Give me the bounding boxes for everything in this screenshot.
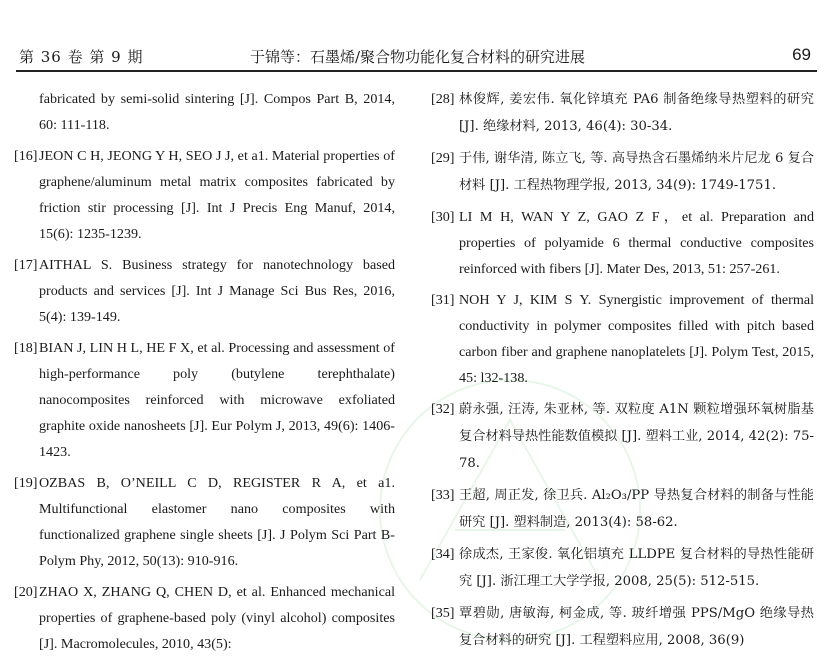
reference-text: 于伟, 谢华清, 陈立飞, 等. 高导热含石墨烯纳米片尼龙 6 复合材料 [J]. 工程热物理学报, 2013, 34(9): 1749-1751. bbox=[459, 151, 814, 193]
reference-number: [17] bbox=[14, 257, 38, 273]
reference-number: [28] bbox=[431, 91, 455, 107]
reference-item bbox=[431, 600, 814, 654]
reference-text: fabricated by semi-solid sintering [J]. Compos Part B, 2014, 60: 111-118. bbox=[39, 91, 395, 133]
journal-volume-issue: 第 36 卷 第 9 期 bbox=[19, 48, 144, 66]
page-header bbox=[0, 0, 833, 74]
reference-text: OZBAS B, O’NEILL C D, REGISTER R A, et a1. Multifunctional elastomer nano composites with functionalized graphene single sheets [J]. J Polym Sci Part B-Polym Phy, 2012, 50(13): 910-916. bbox=[39, 475, 395, 569]
reference-text: 林俊辉, 姜宏伟. 氧化锌填充 PA6 制备绝缘导热塑料的研究 [J]. 绝缘材料, 2013, 46(4): 30-34. bbox=[459, 92, 814, 134]
reference-item bbox=[431, 287, 814, 391]
reference-item bbox=[431, 204, 814, 282]
reference-number: [33] bbox=[431, 487, 455, 503]
reference-number: [16] bbox=[14, 148, 38, 164]
reference-text: 覃碧勋, 唐敏海, 柯金成, 等. 玻纤增强 PPS/MgO 绝缘导热复合材料的研究 [J]. 工程塑料应用, 2008, 36(9) bbox=[459, 606, 814, 648]
running-title: 于锦等：石墨烯/聚合物功能化复合材料的研究进展 bbox=[250, 48, 586, 66]
reference-text: ZHAO X, ZHANG Q, CHEN D, et al. Enhanced mechanical properties of graphene-based poly (vinyl alcohol) composites [J]. Macromolecules, 2010, 43(5): bbox=[39, 584, 395, 652]
reference-number: [18] bbox=[14, 340, 38, 356]
reference-text: NOH Y J, KIM S Y. Synergistic improvement of thermal conductivity in polymer composites filled with pitch based carbon fiber and graphene nanoplatelets [J]. Polym Test, 2015, 45: l32-138. bbox=[459, 292, 814, 386]
reference-text: 王超, 周正发, 徐卫兵. Al₂O₃/PP 导热复合材料的制备与性能研究 [J]. 塑料制造, 2013(4): 58-62. bbox=[459, 488, 814, 530]
reference-text: AITHAL S. Business strategy for nanotechnology based products and services [J]. Int J Manage Sci Bus Res, 2016, 5(4): 139-149. bbox=[39, 257, 395, 325]
reference-number: [29] bbox=[431, 150, 455, 166]
references-left-column bbox=[14, 86, 395, 662]
reference-text: 徐成杰, 王家俊. 氧化铝填充 LLDPE 复合材料的导热性能研究 [J]. 浙江理工大学学报, 2008, 25(5): 512-515. bbox=[459, 547, 814, 589]
reference-number: [35] bbox=[431, 605, 455, 621]
reference-item bbox=[14, 335, 395, 465]
reference-item bbox=[14, 86, 395, 138]
reference-item bbox=[431, 396, 814, 477]
reference-number: [30] bbox=[431, 209, 455, 225]
reference-text: JEON C H, JEONG Y H, SEO J J, et a1. Material properties of graphene/aluminum metal matrix composites fabricated by friction stir processing [J]. Int J Precis Eng Manuf, 2014, 15(6): 1235-1239. bbox=[39, 148, 395, 242]
reference-text: 蔚永强, 汪涛, 朱亚林, 等. 双粒度 A1N 颗粒增强环氧树脂基复合材料导热性能数值模拟 [J]. 塑料工业, 2014, 42(2): 75-78. bbox=[459, 402, 814, 471]
reference-item bbox=[14, 143, 395, 247]
reference-item bbox=[431, 145, 814, 199]
reference-number: [31] bbox=[431, 292, 455, 308]
reference-number: [19] bbox=[14, 475, 38, 491]
reference-item bbox=[431, 86, 814, 140]
reference-number: [20] bbox=[14, 584, 38, 600]
reference-item bbox=[14, 252, 395, 330]
page-number: 69 bbox=[792, 45, 811, 64]
reference-item bbox=[14, 579, 395, 657]
reference-number: [32] bbox=[431, 401, 455, 417]
reference-item bbox=[431, 541, 814, 595]
header-rule bbox=[16, 70, 817, 72]
reference-text: BIAN J, LIN H L, HE F X, et al. Processing and assessment of high-performance poly (butylene terephthalate) nanocomposites reinforced with microwave exfoliated graphite oxide nanosheets [J]. Eur Polym J, 2013, 49(6): 1406-1423. bbox=[39, 340, 395, 460]
reference-number: [34] bbox=[431, 546, 455, 562]
reference-item bbox=[14, 470, 395, 574]
reference-text: LI M H, WAN Y Z, GAO Z F，et al. Preparation and properties of polyamide 6 thermal conductive composites reinforced with fibers [J]. Mater Des, 2013, 51: 257-261. bbox=[459, 209, 814, 277]
references-right-column bbox=[431, 86, 814, 659]
reference-item bbox=[431, 482, 814, 536]
